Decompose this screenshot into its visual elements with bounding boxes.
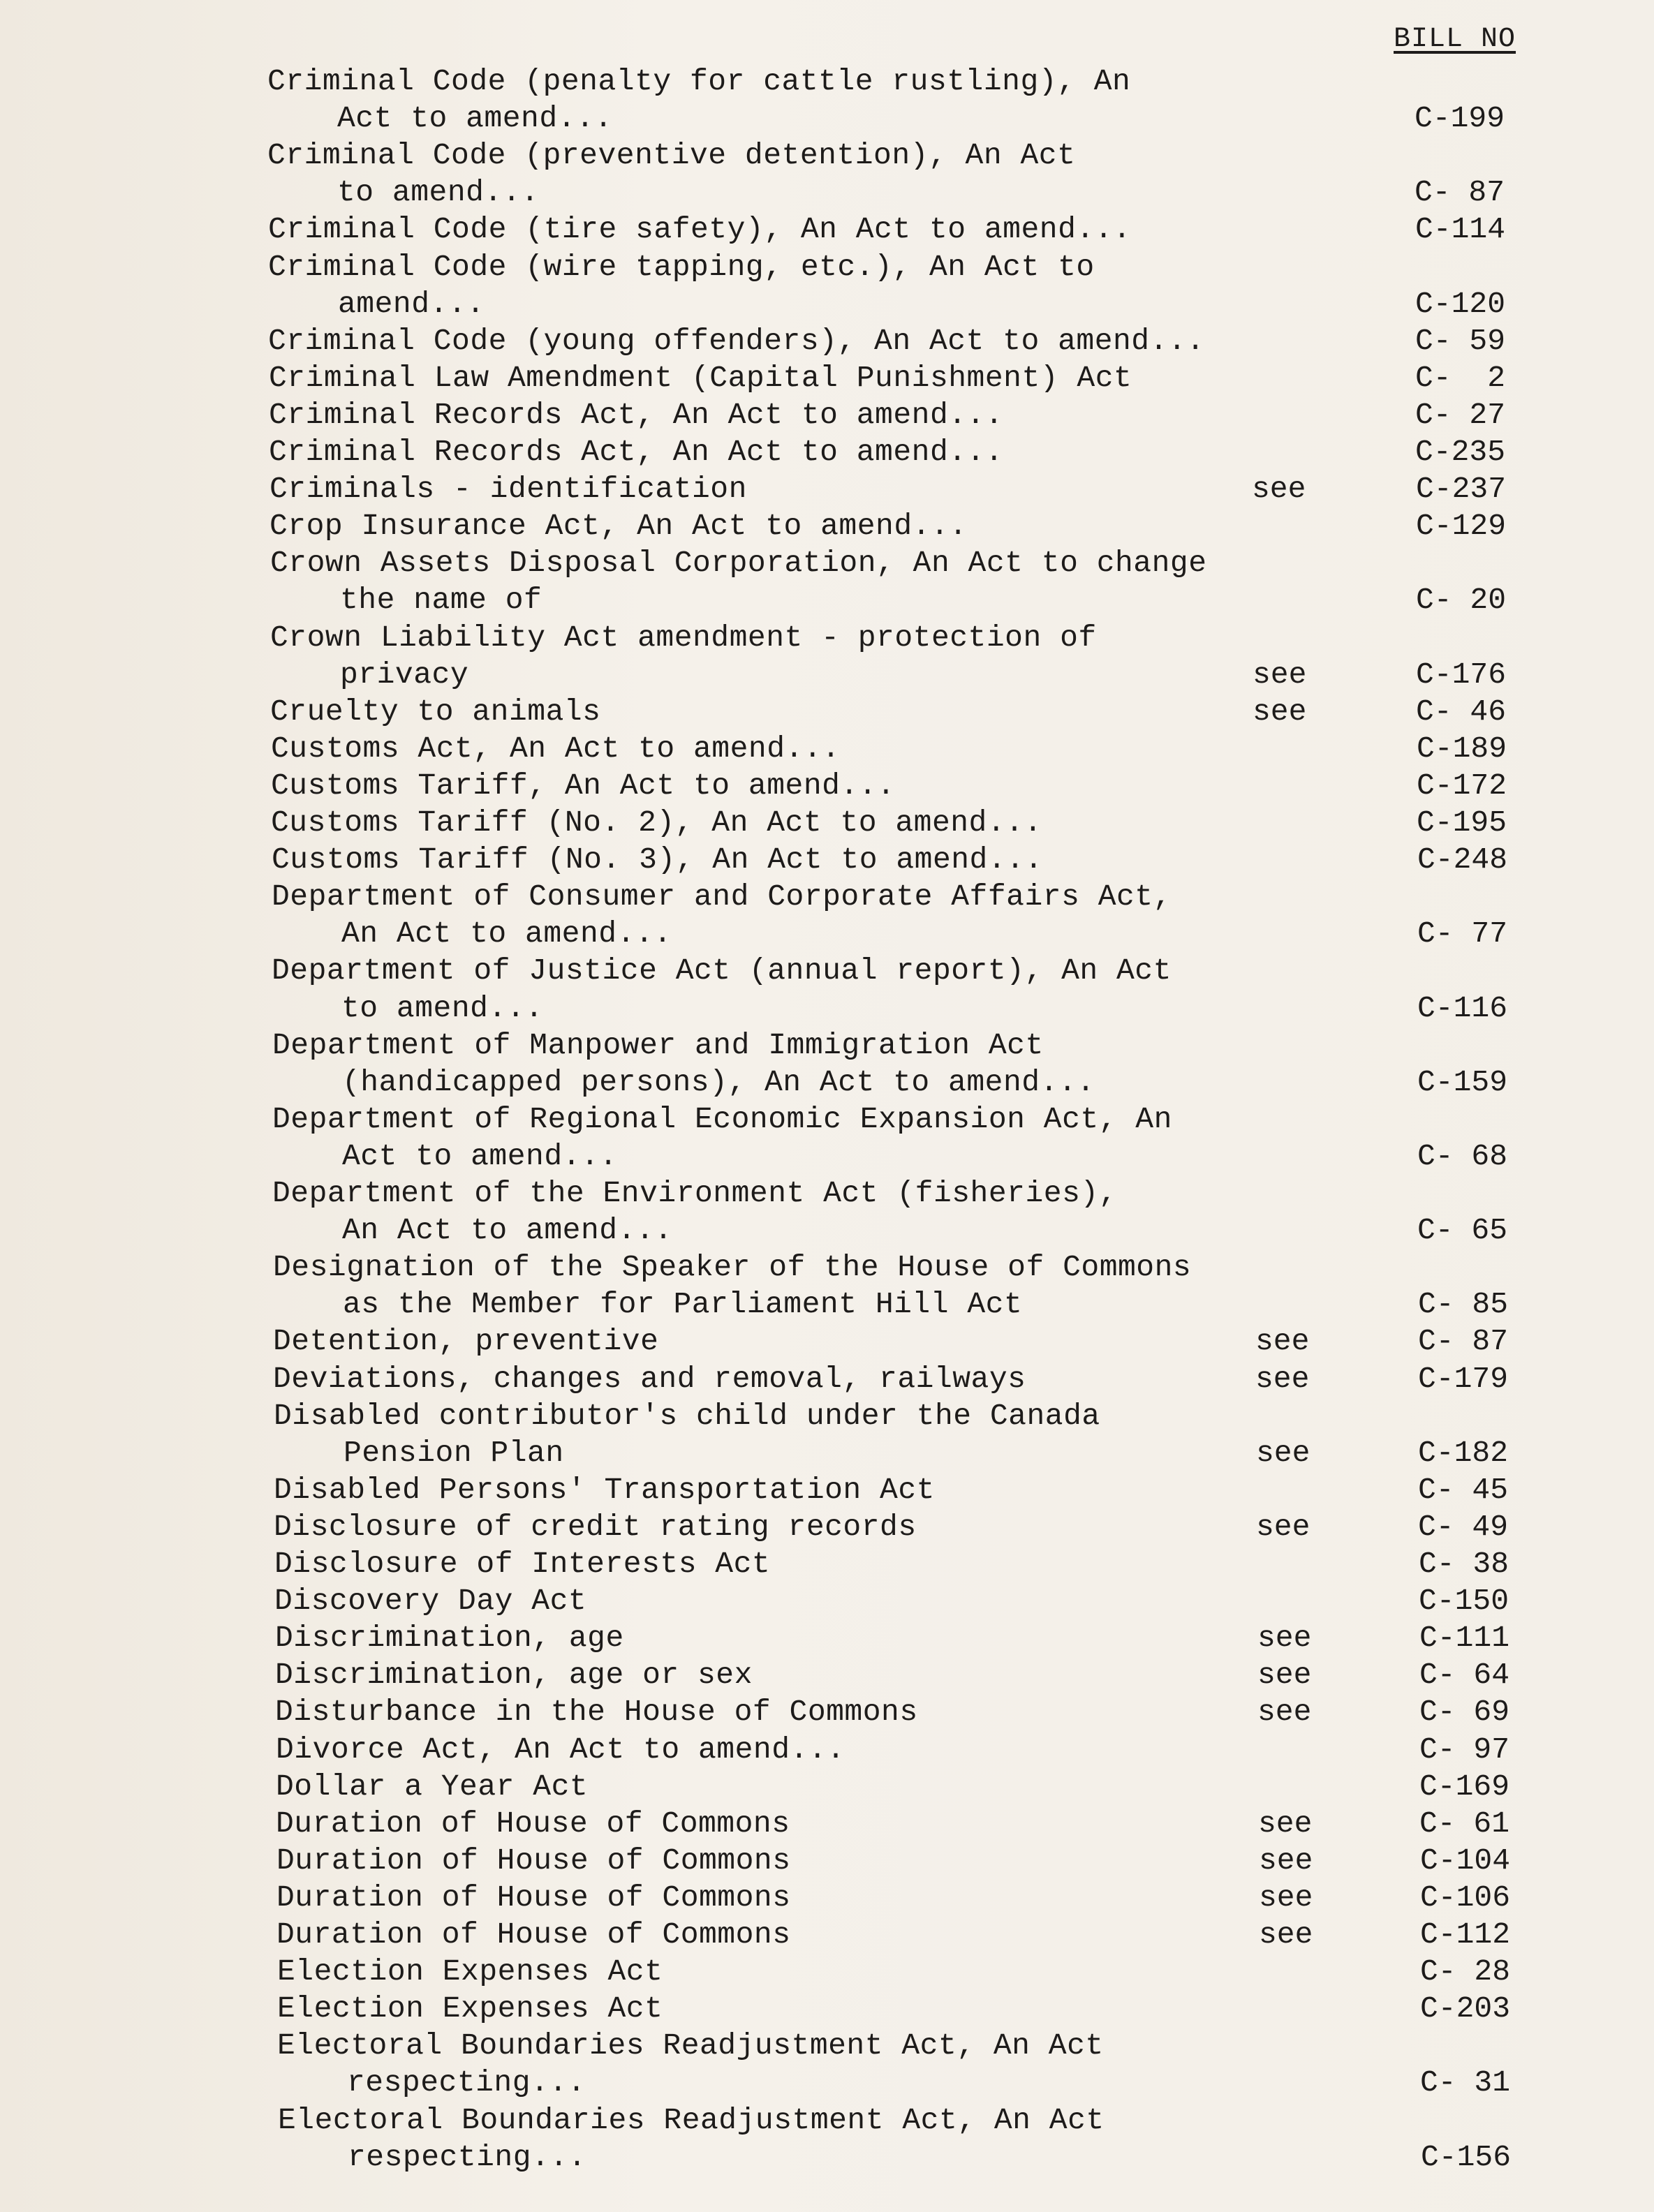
- bill-number: C-235: [1415, 435, 1506, 469]
- entry-title: Criminal Law Amendment (Capital Punishment) Act: [269, 360, 1132, 395]
- bill-number: C- 20: [1416, 583, 1507, 618]
- entry-title: Customs Act, An Act to amend...: [271, 731, 841, 766]
- bill-number: C- 85: [1418, 1287, 1509, 1322]
- entry-title: Crop Insurance Act, An Act to amend...: [269, 509, 968, 544]
- entry-continuation: as the Member for Parliament Hill Act: [343, 1287, 1023, 1322]
- bill-number: C- 45: [1418, 1472, 1509, 1507]
- entry-title: Crown Liability Act amendment - protection of: [270, 620, 1097, 655]
- see-reference: see: [1259, 1843, 1313, 1878]
- entry-title: Department of the Environment Act (fisheries),: [272, 1176, 1117, 1210]
- see-reference: see: [1253, 694, 1307, 729]
- bill-number: C-120: [1415, 286, 1506, 321]
- entry-continuation: to amend...: [341, 990, 544, 1025]
- entry-title: Crown Assets Disposal Corporation, An Act to change: [270, 546, 1207, 581]
- bill-number: C-169: [1419, 1769, 1510, 1804]
- bill-number: C- 31: [1420, 2065, 1511, 2100]
- bill-number: C- 28: [1420, 1954, 1511, 1989]
- bill-number: C- 59: [1415, 323, 1506, 358]
- bill-no-header: BILL NO: [1394, 24, 1516, 55]
- entry-title: Discrimination, age: [275, 1621, 624, 1656]
- bill-number: C-156: [1421, 2139, 1512, 2174]
- bill-number: C-116: [1417, 990, 1508, 1025]
- bill-number: C-159: [1417, 1064, 1508, 1099]
- entry-continuation: the name of: [340, 583, 542, 618]
- see-reference: see: [1256, 1509, 1310, 1544]
- bill-number: C-106: [1420, 1880, 1511, 1915]
- see-reference: see: [1259, 1880, 1313, 1915]
- entry-title: Designation of the Speaker of the House of Commons: [273, 1250, 1192, 1285]
- entry-title: Criminal Code (wire tapping, etc.), An Act to: [268, 249, 1095, 284]
- bill-number: C- 87: [1418, 1324, 1509, 1359]
- see-reference: see: [1255, 1324, 1310, 1359]
- bill-number: C-129: [1416, 509, 1507, 544]
- entry-continuation: respecting...: [348, 2139, 586, 2174]
- bill-number: C-203: [1420, 1991, 1511, 2026]
- entry-title: Deviations, changes and removal, railways: [273, 1361, 1026, 1396]
- see-reference: see: [1252, 472, 1306, 507]
- see-reference: see: [1259, 1917, 1313, 1952]
- entry-continuation: privacy: [340, 657, 469, 692]
- entry-title: Electoral Boundaries Readjustment Act, An Act: [278, 2102, 1105, 2137]
- entry-title: Criminal Code (young offenders), An Act to amend...: [268, 323, 1205, 358]
- entry-continuation: (handicapped persons), An Act to amend...: [342, 1064, 1095, 1099]
- entry-title: Election Expenses Act: [277, 1991, 663, 2026]
- see-reference: see: [1253, 657, 1307, 692]
- entry-title: Election Expenses Act: [277, 1954, 663, 1989]
- bill-number: C-179: [1418, 1361, 1509, 1396]
- entry-title: Criminals - identification: [269, 472, 747, 507]
- entry-title: Discovery Day Act: [274, 1584, 587, 1619]
- entry-title: Criminal Code (penalty for cattle rustling), An: [267, 64, 1131, 98]
- entry-continuation: amend...: [338, 286, 485, 321]
- see-reference: see: [1255, 1361, 1310, 1396]
- bill-number: C-111: [1419, 1621, 1510, 1656]
- see-reference: see: [1256, 1435, 1310, 1470]
- entry-title: Discrimination, age or sex: [275, 1658, 753, 1693]
- entry-title: Electoral Boundaries Readjustment Act, An Act: [277, 2028, 1104, 2063]
- entry-title: Criminal Code (tire safety), An Act to amend...: [268, 212, 1132, 247]
- bill-number: C- 61: [1419, 1806, 1510, 1841]
- bill-number: C- 2: [1415, 360, 1506, 395]
- entry-continuation: An Act to amend...: [341, 916, 672, 951]
- entry-title: Duration of House of Commons: [276, 1806, 790, 1841]
- bill-number: C-172: [1417, 768, 1507, 803]
- see-reference: see: [1257, 1695, 1312, 1730]
- see-reference: see: [1258, 1806, 1313, 1841]
- entry-title: Dollar a Year Act: [276, 1769, 589, 1804]
- bill-number: C- 87: [1415, 175, 1505, 210]
- entry-title: Duration of House of Commons: [276, 1843, 791, 1878]
- bill-number: C- 46: [1416, 694, 1507, 729]
- bill-number: C- 49: [1418, 1509, 1509, 1544]
- bill-number: C-195: [1417, 806, 1507, 840]
- see-reference: see: [1257, 1658, 1312, 1693]
- bill-number: C-114: [1415, 212, 1506, 247]
- bill-number: C- 27: [1415, 397, 1506, 432]
- entry-title: Duration of House of Commons: [276, 1880, 791, 1915]
- entry-title: Criminal Records Act, An Act to amend...: [269, 435, 1004, 469]
- bill-number: C-248: [1417, 843, 1508, 877]
- entry-title: Customs Tariff (No. 2), An Act to amend...: [271, 806, 1042, 840]
- bill-number: C- 97: [1419, 1732, 1510, 1767]
- entry-title: Divorce Act, An Act to amend...: [276, 1732, 846, 1767]
- entry-title: Department of Consumer and Corporate Affairs Act,: [272, 879, 1172, 914]
- bill-number: C-112: [1420, 1917, 1511, 1952]
- bill-number: C-199: [1415, 101, 1505, 136]
- entry-continuation: An Act to amend...: [342, 1213, 673, 1248]
- entry-title: Disclosure of credit rating records: [274, 1509, 917, 1544]
- entry-title: Criminal Code (preventive detention), An Act: [267, 138, 1076, 173]
- entry-title: Department of Manpower and Immigration Act: [272, 1027, 1044, 1062]
- entry-title: Cruelty to animals: [270, 694, 601, 729]
- bill-number: C- 64: [1419, 1658, 1510, 1693]
- entry-continuation: Pension Plan: [344, 1435, 564, 1470]
- entry-continuation: to amend...: [337, 175, 540, 210]
- entry-title: Department of Justice Act (annual report), An Act: [272, 953, 1172, 988]
- entry-continuation: respecting...: [347, 2065, 586, 2100]
- bill-number: C- 77: [1417, 916, 1508, 951]
- entry-continuation: Act to amend...: [342, 1138, 618, 1173]
- entry-title: Criminal Records Act, An Act to amend...: [269, 397, 1004, 432]
- bill-number: C-150: [1419, 1584, 1509, 1619]
- entry-title: Duration of House of Commons: [276, 1917, 791, 1952]
- entry-title: Disturbance in the House of Commons: [275, 1695, 918, 1730]
- bill-number: C-104: [1420, 1843, 1511, 1878]
- entry-title: Customs Tariff (No. 3), An Act to amend...: [272, 843, 1043, 877]
- bill-number: C-189: [1417, 731, 1507, 766]
- entry-title: Disclosure of Interests Act: [274, 1547, 771, 1581]
- entry-title: Disabled Persons' Transportation Act: [274, 1472, 935, 1507]
- entry-title: Disabled contributor's child under the Canada: [274, 1398, 1100, 1433]
- entry-continuation: Act to amend...: [337, 101, 613, 136]
- entry-title: Customs Tariff, An Act to amend...: [271, 768, 896, 803]
- bill-number: C- 38: [1419, 1547, 1509, 1581]
- bill-number: C- 65: [1417, 1213, 1508, 1248]
- bill-number: C- 69: [1419, 1695, 1510, 1730]
- bill-number: C-176: [1416, 657, 1507, 692]
- bill-number: C- 68: [1417, 1138, 1508, 1173]
- see-reference: see: [1257, 1621, 1312, 1656]
- entry-title: Department of Regional Economic Expansion Act, An: [272, 1101, 1172, 1136]
- bill-number: C-182: [1418, 1435, 1509, 1470]
- bill-number: C-237: [1416, 472, 1507, 507]
- entry-title: Detention, preventive: [273, 1324, 659, 1359]
